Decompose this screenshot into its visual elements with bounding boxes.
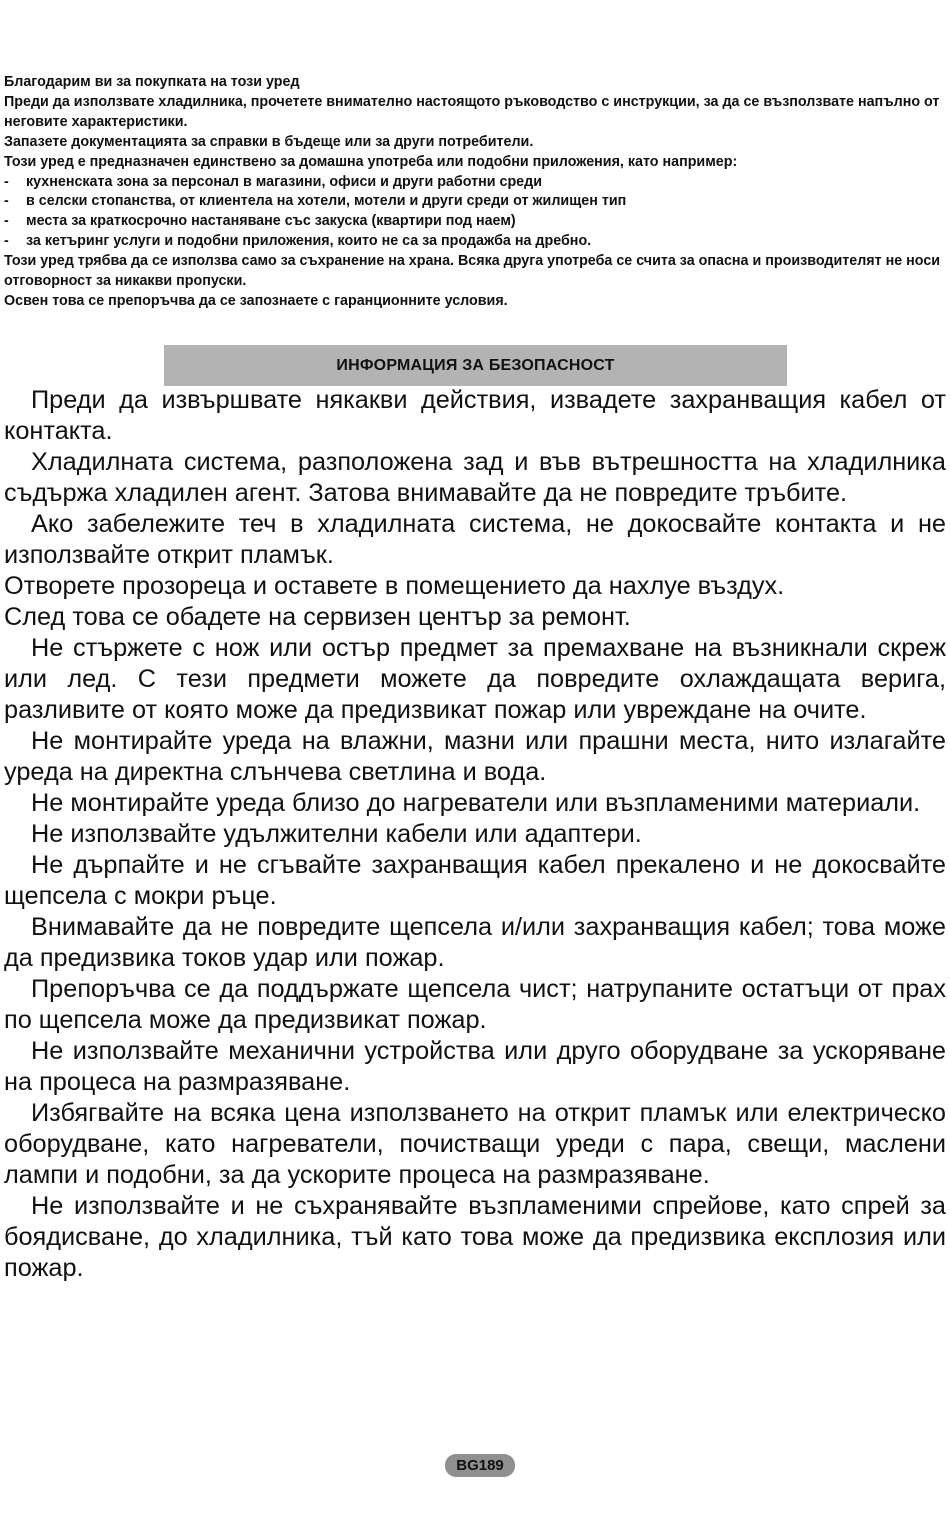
intro-line: Благодарим ви за покупката на този уред <box>4 74 300 90</box>
bullet-text: в селски стопанства, от клиентела на хотели, мотели и други среди от жилищен тип <box>26 193 627 210</box>
safety-paragraph: Не използвайте удължителни кабели или адаптери. <box>31 820 642 848</box>
page-number: BG189 <box>445 1454 515 1477</box>
bullet-item <box>4 212 944 232</box>
bullet-item <box>4 232 944 252</box>
safety-paragraph: Ако забележите теч в хладилната система, не докосвайте контакта и не използвайте открит пламък. <box>4 510 946 569</box>
safety-paragraph: Преди да извършвате някакви действия, извадете захранващия кабел от контакта. <box>4 386 946 445</box>
intro-line: Запазете документацията за справки в бъдеще или за други потребители. <box>4 133 534 150</box>
safety-paragraph: Не монтирайте уреда на влажни, мазни или прашни места, нито излагайте уреда на директна слънчева светлина и вода. <box>4 727 946 786</box>
intro-line: Този уред трябва да се използва само за съхранение на храна. Всяка друга употреба се счита за опасна и производителят не носи отговорност за никакви пропуски. <box>4 253 941 290</box>
safety-paragraph: Отворете прозореца и оставете в помещението да нахлуе въздух. <box>4 572 785 600</box>
safety-paragraph: Не използвайте и не съхранявайте възпламеними спрейове, като спрей за боядисване, до хладилника, тъй като това може да предизвика експлозия или пожар. <box>4 1192 946 1282</box>
bullet-text: кухненската зона за персонал в магазини, офиси и други работни среди <box>26 173 542 190</box>
bullet-item <box>4 192 944 212</box>
safety-paragraph: Не монтирайте уреда близо до нагреватели или възпламеними материали. <box>31 789 921 817</box>
bullet-marker: - <box>4 193 9 210</box>
bullet-text: за кетъринг услуги и подобни приложения, които не са за продажба на дребно. <box>26 233 592 250</box>
safety-paragraph: Избягвайте на всяка цена използването на открит пламък или електрическо оборудване, като нагреватели, почистващи уреди с пара, свещи, маслени лампи и подобни, за да ускорите процеса на размразяване. <box>4 1099 946 1189</box>
bullet-marker: - <box>4 233 9 250</box>
intro-line: Преди да използвате хладилника, прочетете внимателно настоящото ръководство с инструкции, за да се възползвате напълно от неговите характеристики. <box>4 93 940 130</box>
safety-paragraph: Не използвайте механични устройства или друго оборудване за ускоряване на процеса на размразяване. <box>4 1037 946 1096</box>
bullet-item <box>4 173 944 193</box>
safety-paragraph: Препоръчва се да поддържате щепсела чист; натрупаните остатъци от прах по щепсела може да предизвикат пожар. <box>4 975 946 1034</box>
safety-paragraph: След това се обадете на сервизен център за ремонт. <box>4 603 631 631</box>
bullet-text: места за краткосрочно настаняване със закуска (квартири под наем) <box>26 213 516 230</box>
intro-line: Освен това се препоръчва да се запознаете с гаранционните условия. <box>4 292 508 309</box>
intro-line: Този уред е предназначен единствено за домашна употреба или подобни приложения, като например: <box>4 153 738 170</box>
intro-block <box>4 73 944 312</box>
safety-paragraph: Не стържете с нож или остър предмет за премахване на възникнали скреж или лед. С тези предмети можете да повредите охлаждащата верига, разливите от която може да предизвикат пожар или увреждане на очите. <box>4 634 946 724</box>
safety-paragraph: Хладилната система, разположена зад и във вътрешността на хладилника съдържа хладилен агент. Затова внимавайте да не повредите тръбите. <box>4 448 946 507</box>
section-title: ИНФОРМАЦИЯ ЗА БЕЗОПАСНОСТ <box>164 345 787 386</box>
bullet-marker: - <box>4 213 9 230</box>
bullet-marker: - <box>4 173 9 190</box>
safety-paragraph: Не дърпайте и не сгъвайте захранващия кабел прекалено и не докосвайте щепсела с мокри ръце. <box>4 851 946 910</box>
safety-paragraph: Внимавайте да не повредите щепсела и/или захранващия кабел; това може да предизвика токов удар или пожар. <box>4 913 946 972</box>
safety-instructions <box>4 385 946 1284</box>
